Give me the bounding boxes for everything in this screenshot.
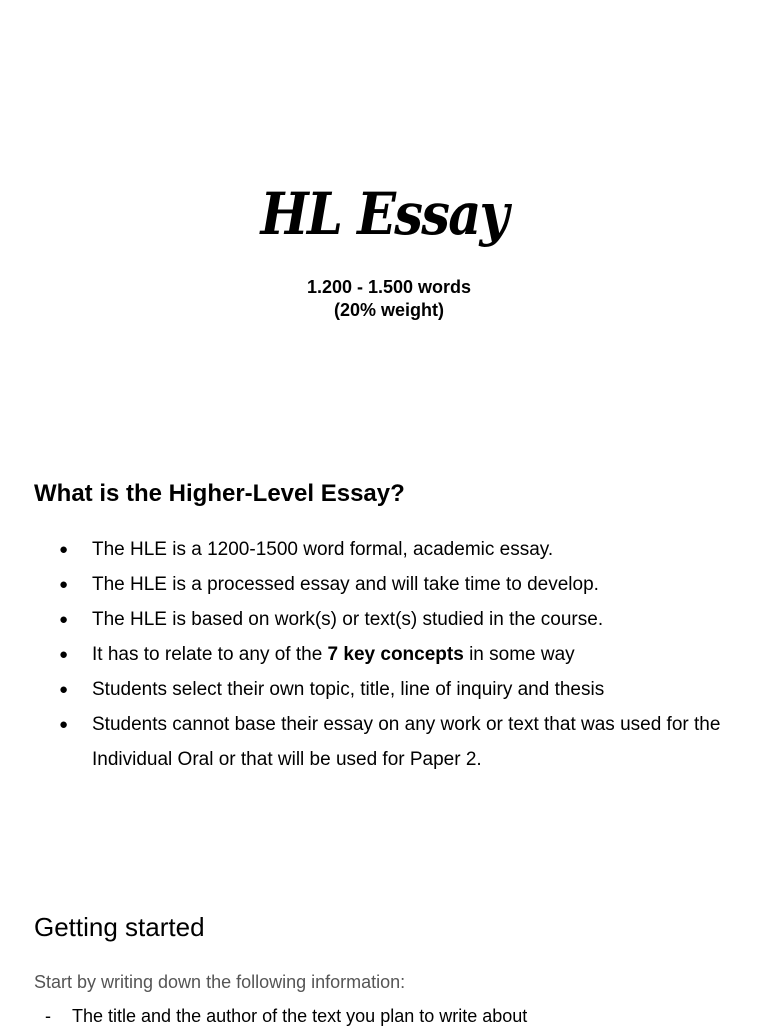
hle-bullet-list: [0, 532, 768, 777]
bullet-icon: ●: [59, 681, 69, 698]
list-item-text: Students select their own topic, title, line of inquiry and thesis: [92, 679, 605, 700]
getting-started-intro: Start by writing down the following information:: [34, 972, 406, 992]
section-heading-what-is-hle: What is the Higher-Level Essay?: [34, 480, 405, 507]
list-item-text-pre: It has to relate to any of the: [92, 644, 328, 665]
list-item: [0, 602, 768, 637]
list-item: [0, 567, 768, 602]
list-item: [0, 637, 768, 672]
list-item-text: The title and the author of the text you plan to write about: [72, 1006, 528, 1026]
word-count-label: 1.200 - 1.500 words: [306, 277, 472, 297]
list-item: [0, 707, 768, 777]
bullet-icon: ●: [59, 716, 69, 733]
list-item-text-post: in some way: [463, 644, 575, 665]
document-title: HL Essay: [260, 180, 508, 248]
list-item-text: The HLE is based on work(s) or text(s) studied in the course.: [92, 609, 604, 630]
list-item: [0, 532, 768, 567]
bullet-icon: ●: [59, 576, 69, 593]
list-item-text: The HLE is a processed essay and will take time to develop.: [92, 574, 599, 595]
list-item-text: Students cannot base their essay on any work or text that was used for the Individual Oral or that will be used for Paper 2.: [92, 714, 721, 770]
bullet-icon: ●: [59, 646, 69, 663]
document-subtitle: [0, 276, 768, 322]
dash-bullet-icon: -: [45, 1006, 51, 1026]
weight-label: (20% weight): [333, 300, 444, 320]
list-item-text: The HLE is a 1200-1500 word formal, academic essay.: [92, 539, 554, 560]
list-item: [0, 672, 768, 707]
bullet-icon: ●: [59, 611, 69, 628]
list-item: [0, 1002, 768, 1030]
section-heading-getting-started: Getting started: [34, 912, 205, 942]
key-concepts-emphasis: 7 key concepts: [327, 644, 464, 665]
bullet-icon: ●: [59, 541, 69, 558]
